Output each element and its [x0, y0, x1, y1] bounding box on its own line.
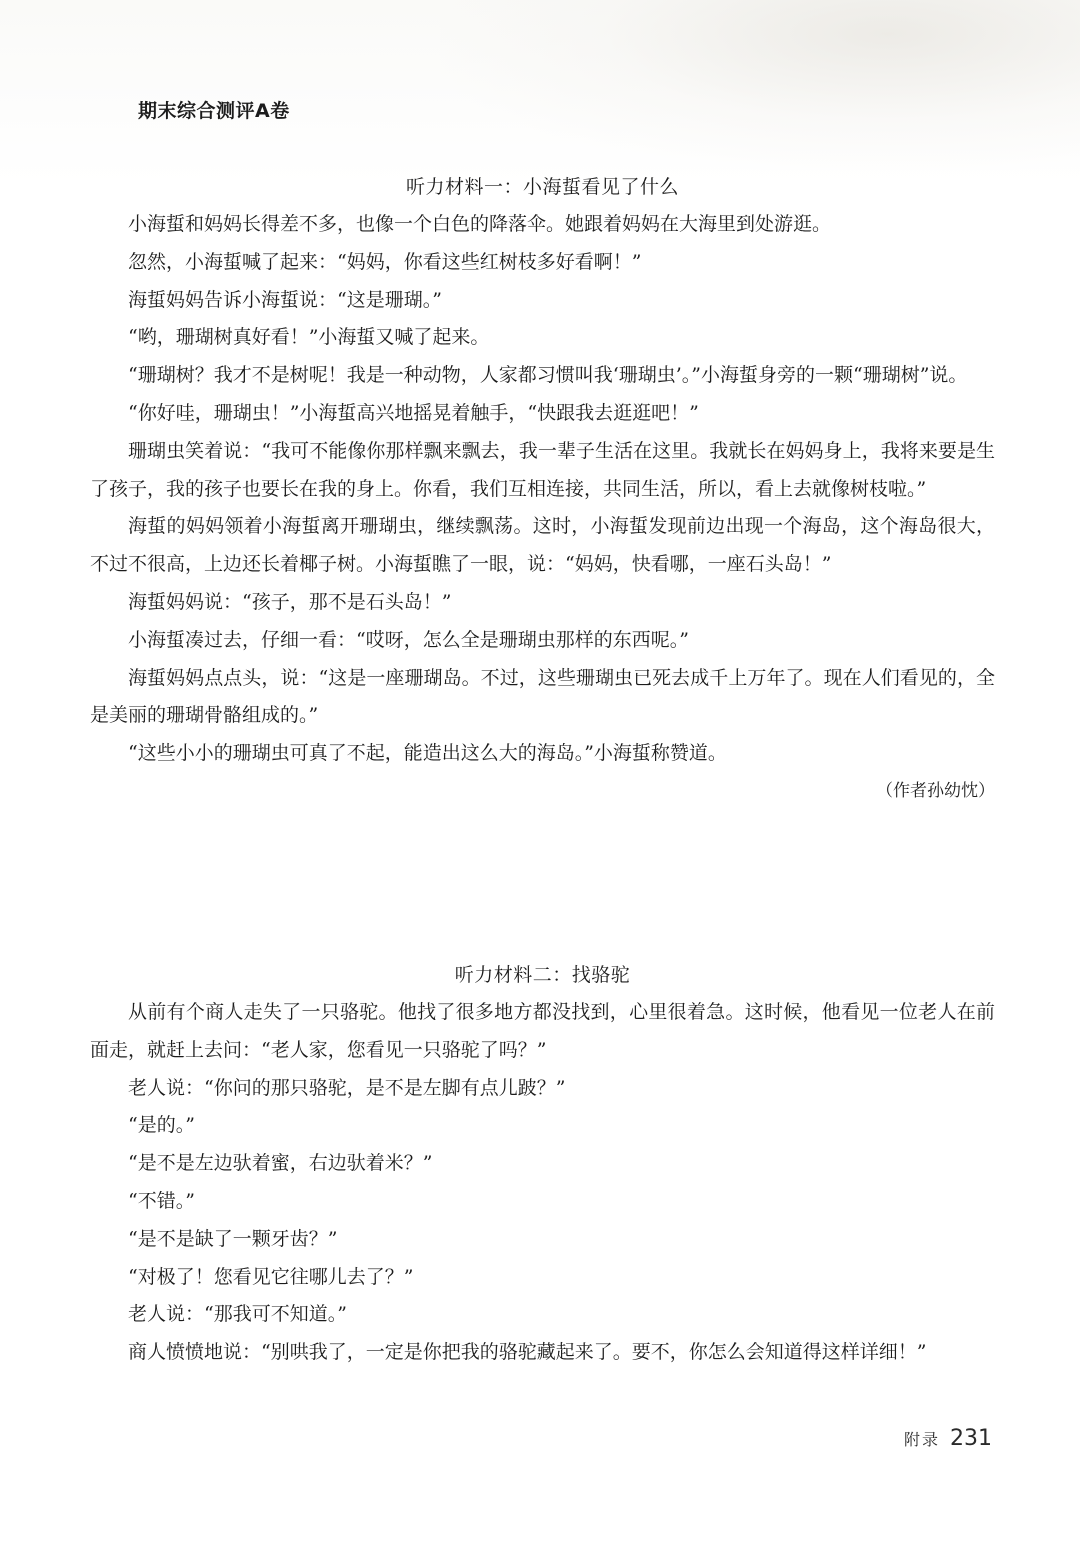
paragraph: “哟，珊瑚树真好看！”小海蜇又喊了起来。 — [128, 326, 490, 349]
appendix-label: 附录 — [903, 1430, 940, 1449]
section-one-title: 听力材料一：小海蜇看见了什么 — [405, 176, 679, 198]
page-number: 231 — [950, 1426, 992, 1451]
paragraph: “对极了！您看见它往哪儿去了？” — [128, 1265, 414, 1288]
paragraph: 海蜇妈妈告诉小海蜇说：“这是珊瑚。” — [128, 288, 442, 311]
page-footer — [904, 1426, 992, 1451]
paragraph: 小海蜇凑过去，仔细一看：“哎呀，怎么全是珊瑚虫那样的东西呢。” — [128, 628, 689, 651]
paragraph: 海蜇的妈妈领着小海蜇离开珊瑚虫，继续飘荡。这时，小海蜇发现前边出现一个海岛，这个海岛很大，不过不很高，上边还长着椰子树。小海蜇瞧了一眼，说：“妈妈，快看哪，一座石头岛！” — [90, 515, 995, 576]
paragraph: 海蜇妈妈点点头，说：“这是一座珊瑚岛。不过，这些珊瑚虫已死去成千上万年了。现在人们看见的，全是美丽的珊瑚骨骼组成的。” — [90, 666, 995, 727]
paragraph: “你好哇，珊瑚虫！”小海蜇高兴地摇晃着触手，“快跟我去逛逛吧！” — [128, 401, 699, 424]
paragraph: 老人说：“那我可不知道。” — [128, 1303, 347, 1326]
paragraph: “珊瑚树？我才不是树呢！我是一种动物，人家都习惯叫我‘珊瑚虫’。”小海蜇身旁的一颗“珊瑚树”说。 — [128, 364, 968, 387]
author-credit: （作者孙幼忱） — [876, 780, 995, 801]
paragraph: 小海蜇和妈妈长得差不多，也像一个白色的降落伞。她跟着妈妈在大海里到处游逛。 — [128, 213, 832, 235]
paragraph: “这些小小的珊瑚虫可真了不起，能造出这么大的海岛。”小海蜇称赞道。 — [128, 742, 727, 765]
test-title: 期末综合测评A卷 — [138, 100, 290, 122]
paragraph: “不错。” — [128, 1189, 195, 1212]
paragraph: 珊瑚虫笑着说：“我可不能像你那样飘来飘去，我一辈子生活在这里。我就长在妈妈身上，我将来要是生了孩子，我的孩子也要长在我的身上。你看，我们互相连接，共同生活，所以，看上去就像树枝啦。” — [90, 439, 995, 500]
paragraph: 海蜇妈妈说：“孩子，那不是石头岛！” — [128, 590, 452, 613]
scan-shadow — [440, 0, 1080, 170]
paragraph: 忽然，小海蜇喊了起来：“妈妈，你看这些红树枝多好看啊！” — [128, 250, 642, 273]
paragraph: 老人说：“你问的那只骆驼，是不是左脚有点儿跛？” — [128, 1076, 566, 1099]
listening-material-two — [90, 958, 995, 1372]
paragraph: “是不是缺了一颗牙齿？” — [128, 1227, 338, 1250]
paragraph: “是的。” — [128, 1114, 195, 1137]
paragraph: 商人愤愤地说：“别哄我了，一定是你把我的骆驼藏起来了。要不，你怎么会知道得这样详细！” — [128, 1341, 927, 1364]
paragraph: 从前有个商人走失了一只骆驼。他找了很多地方都没找到，心里很着急。这时候，他看见一位老人在前面走，就赶上去问：“老人家，您看见一只骆驼了吗？” — [90, 1001, 995, 1061]
paragraph: “是不是左边驮着蜜，右边驮着米？” — [128, 1152, 433, 1175]
listening-material-one — [90, 170, 995, 809]
section-two-title: 听力材料二：找骆驼 — [454, 964, 631, 986]
